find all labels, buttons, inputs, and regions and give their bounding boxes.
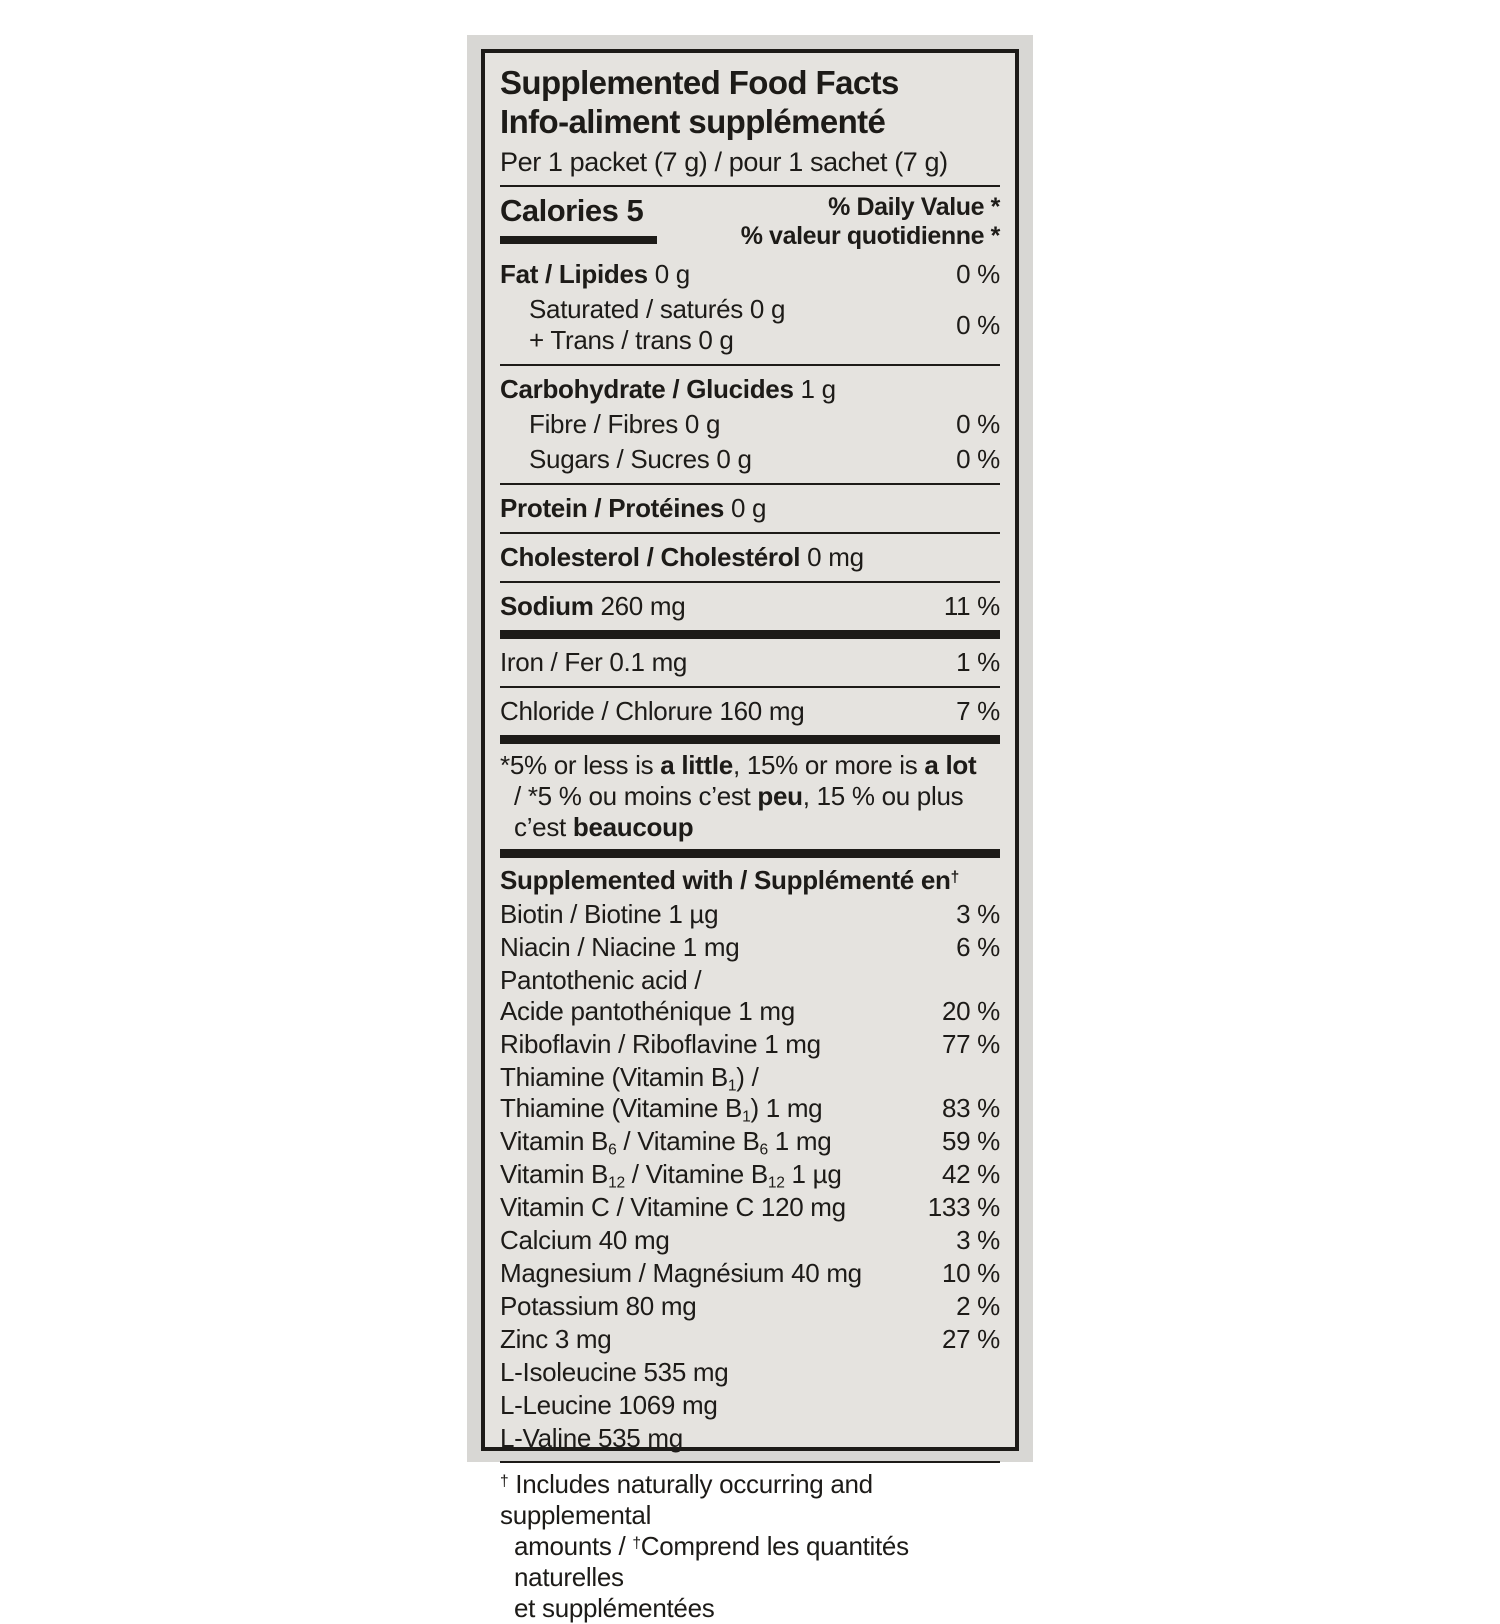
separator-rule: [500, 735, 1000, 744]
nutrient-row: [500, 1257, 1000, 1290]
nutrient-row: [500, 1125, 1000, 1158]
nutrient-row: [500, 1191, 1000, 1224]
nutrient-row: [500, 1028, 1000, 1061]
text-segment: Saturated / saturés 0 g: [529, 294, 786, 324]
text-segment: Chloride / Chlorure 160 mg: [500, 696, 805, 726]
daily-value-footnote: [500, 750, 1000, 843]
text-segment: ) /: [736, 1062, 759, 1092]
nutrient-label: [500, 1192, 920, 1223]
daily-value-percent: 6 %: [956, 932, 1000, 962]
text-line: [500, 899, 948, 930]
nutrient-label: [500, 1390, 1000, 1421]
nutrient-row: [500, 1356, 1000, 1389]
text-segment: Sugars / Sucres 0 g: [529, 444, 752, 474]
nutrient-label: [500, 932, 948, 963]
text-segment: , 15% or more is: [732, 750, 925, 780]
supplements-table: [500, 898, 1000, 1455]
daily-value-percent: 83 %: [941, 1093, 1000, 1123]
text-segment: †: [500, 1472, 509, 1490]
text-line: [500, 1324, 934, 1355]
text-line: [500, 591, 936, 622]
daily-value-percent: 2 %: [956, 1291, 1000, 1321]
nutrient-row: [500, 1158, 1000, 1191]
text-segment: / *5 % ou moins c’est: [514, 781, 758, 811]
daily-value-percent: 59 %: [941, 1126, 1000, 1156]
nutrient-label: [500, 965, 934, 1027]
supplemented-with-header: [500, 864, 1000, 896]
separator-rule: [500, 849, 1000, 858]
nutrient-label: [500, 1357, 1000, 1388]
text-segment: L-Isoleucine 535 mg: [500, 1357, 729, 1387]
daily-value-percent: 3 %: [956, 899, 1000, 929]
text-segment: Thiamine (Vitamin B: [500, 1062, 728, 1092]
nutrient-label: [500, 1291, 948, 1322]
daily-value-percent: 10 %: [941, 1258, 1000, 1288]
nutrient-row: [500, 1422, 1000, 1455]
text-line: [500, 1291, 948, 1322]
panel-title-fr: Info-aliment supplémenté: [500, 103, 886, 140]
nutrient-row: [500, 1389, 1000, 1422]
text-line: [500, 1423, 1000, 1454]
nutrient-row: [500, 1061, 1000, 1125]
separator-rule: [500, 364, 1000, 366]
nutrient-row: [500, 257, 1000, 292]
nutrient-label: [500, 1062, 934, 1124]
core-nutrients-table: [500, 257, 1000, 744]
text-segment: 1 g: [793, 374, 836, 404]
text-segment: a lot: [924, 750, 977, 780]
text-segment: Vitamin B: [500, 1159, 609, 1189]
nutrient-row: [500, 898, 1000, 931]
nutrient-row: [500, 1323, 1000, 1356]
text-segment: 0 mg: [800, 542, 864, 572]
text-segment: Protein / Protéines: [500, 493, 725, 523]
text-segment: †: [632, 1534, 641, 1552]
nutrient-label: [500, 542, 1000, 573]
text-segment: Potassium 80 mg: [500, 1291, 697, 1321]
nutrient-row: [500, 491, 1000, 526]
text-line: [500, 750, 1000, 781]
nutrient-label: [500, 409, 948, 440]
text-segment: †: [950, 868, 960, 886]
text-segment: 1 µg: [784, 1159, 842, 1189]
text-segment: Includes naturally occurring and supplemental: [500, 1469, 873, 1530]
nutrient-row: [500, 964, 1000, 1028]
daily-value-percent: 0 %: [956, 444, 1000, 474]
text-line: [500, 932, 948, 963]
calories-value: Calories 5: [500, 193, 657, 244]
daily-value-header-en: % Daily Value *: [828, 193, 1000, 221]
text-line: [500, 647, 948, 678]
text-line: [500, 1225, 948, 1256]
text-segment: 0 g: [647, 259, 690, 289]
text-line: [500, 1062, 934, 1093]
text-line: [500, 1192, 920, 1223]
label-photo: [467, 35, 1033, 1623]
text-line: [500, 1093, 934, 1124]
nutrient-row: [500, 645, 1000, 680]
nutrient-label: [500, 647, 948, 678]
text-segment: / Vitamine B: [624, 1159, 768, 1189]
text-segment: Acide pantothénique 1 mg: [500, 996, 795, 1026]
text-segment: 1 mg: [767, 1126, 832, 1156]
text-segment: L-Valine 535 mg: [500, 1423, 683, 1453]
text-line: [500, 965, 934, 996]
text-segment: 6: [759, 1141, 768, 1159]
daily-value-percent: 27 %: [941, 1324, 1000, 1354]
text-line: [529, 409, 948, 440]
text-segment: , 15 % ou plus: [802, 781, 964, 811]
separator-rule: [500, 1461, 1000, 1463]
text-segment: 12: [608, 1174, 625, 1192]
dagger-footnote: [500, 1469, 1000, 1624]
text-segment: 6: [608, 1141, 617, 1159]
text-segment: L-Leucine 1069 mg: [500, 1390, 718, 1420]
text-line: [500, 696, 948, 727]
text-segment: 1: [742, 1108, 751, 1126]
supplemented-food-facts-panel: [481, 49, 1019, 1623]
nutrient-label: [500, 696, 948, 727]
nutrient-row: [500, 442, 1000, 477]
text-segment: Iron / Fer 0.1 mg: [500, 647, 688, 677]
text-line: [500, 493, 1000, 524]
text-segment: 0 g: [724, 493, 767, 523]
text-segment: Vitamin B: [500, 1126, 609, 1156]
nutrient-row: [500, 540, 1000, 575]
separator-rule: [500, 185, 1000, 187]
text-line: [529, 325, 948, 356]
daily-value-percent: 42 %: [941, 1159, 1000, 1189]
text-segment: + Trans / trans 0 g: [529, 325, 734, 355]
nutrient-row: [500, 931, 1000, 964]
daily-value-percent: 133 %: [927, 1192, 1000, 1222]
text-segment: a little: [660, 750, 733, 780]
separator-rule: [500, 630, 1000, 639]
separator-rule: [500, 686, 1000, 688]
text-line: [500, 1531, 1000, 1593]
nutrient-label: [500, 1324, 934, 1355]
nutrient-label: [500, 1225, 948, 1256]
text-line: [500, 812, 1000, 843]
text-segment: Thiamine (Vitamine B: [500, 1093, 743, 1123]
nutrient-label: [500, 1159, 934, 1190]
text-segment: Sodium: [500, 591, 594, 621]
text-segment: Zinc 3 mg: [500, 1324, 612, 1354]
text-segment: 1: [727, 1077, 737, 1095]
text-segment: peu: [757, 781, 803, 811]
text-segment: Pantothenic acid /: [500, 965, 702, 995]
separator-rule: [500, 581, 1000, 583]
text-segment: / Vitamine B: [616, 1126, 760, 1156]
nutrient-row: [500, 292, 1000, 358]
nutrient-label: [500, 1423, 1000, 1454]
nutrient-label: [500, 294, 948, 356]
nutrient-row: [500, 1224, 1000, 1257]
text-line: [500, 259, 948, 290]
daily-value-percent: 20 %: [941, 996, 1000, 1026]
text-line: [500, 374, 1000, 405]
text-line: [500, 542, 1000, 573]
nutrient-label: [500, 444, 948, 475]
daily-value-percent: 77 %: [941, 1029, 1000, 1059]
nutrient-label: [500, 1258, 934, 1289]
nutrient-row: [500, 407, 1000, 442]
text-segment: et supplémentées: [514, 1593, 715, 1623]
text-line: [500, 1390, 1000, 1421]
calories-row: [500, 193, 1000, 251]
text-line: [500, 781, 1000, 812]
serving-size-line: Per 1 packet (7 g) / pour 1 sachet (7 g): [500, 147, 948, 177]
text-segment: Comprend les quantités naturelles: [514, 1531, 909, 1592]
text-segment: *5% or less is: [500, 750, 661, 780]
text-segment: beaucoup: [572, 812, 694, 842]
nutrient-label: [500, 374, 1000, 405]
text-segment: Calcium 40 mg: [500, 1225, 670, 1255]
text-line: [529, 444, 948, 475]
daily-value-header: [741, 193, 1000, 251]
nutrient-row: [500, 1290, 1000, 1323]
daily-value-percent: 1 %: [956, 647, 1000, 677]
nutrient-label: [500, 259, 948, 290]
text-line: [500, 1593, 1000, 1624]
nutrient-label: [500, 591, 936, 622]
text-line: [500, 1159, 934, 1190]
text-segment: Carbohydrate / Glucides: [500, 374, 794, 404]
text-segment: Magnesium / Magnésium 40 mg: [500, 1258, 862, 1288]
panel-title-en: Supplemented Food Facts: [500, 64, 899, 101]
separator-rule: [500, 483, 1000, 485]
nutrient-row: [500, 589, 1000, 624]
nutrient-label: [500, 1029, 934, 1060]
nutrient-row: [500, 694, 1000, 729]
daily-value-percent: 7 %: [956, 696, 1000, 726]
text-segment: 12: [767, 1174, 785, 1192]
text-line: [500, 996, 934, 1027]
text-segment: amounts /: [514, 1531, 633, 1561]
daily-value-percent: 0 %: [956, 309, 1000, 340]
text-segment: Biotin / Biotine 1 µg: [500, 899, 719, 929]
text-segment: Supplemented with / Supplémenté en: [500, 865, 951, 895]
daily-value-percent: 11 %: [943, 591, 1000, 621]
nutrient-label: [500, 1126, 934, 1157]
text-segment: c’est: [514, 812, 573, 842]
text-segment: 260 mg: [593, 591, 686, 621]
separator-rule: [500, 532, 1000, 534]
text-line: [500, 1357, 1000, 1388]
daily-value-percent: 3 %: [956, 1225, 1000, 1255]
nutrient-row: [500, 372, 1000, 407]
text-segment: Niacin / Niacine 1 mg: [500, 932, 740, 962]
text-line: [500, 1258, 934, 1289]
text-segment: Fat / Lipides: [500, 259, 648, 289]
nutrient-label: [500, 899, 948, 930]
text-segment: Fibre / Fibres 0 g: [529, 409, 721, 439]
text-segment: ) 1 mg: [750, 1093, 823, 1123]
text-line: [500, 1126, 934, 1157]
text-segment: Cholesterol / Cholestérol: [500, 542, 801, 572]
nutrient-label: [500, 493, 1000, 524]
text-line: [529, 294, 948, 325]
text-line: [500, 1469, 1000, 1531]
text-segment: Riboflavin / Riboflavine 1 mg: [500, 1029, 821, 1059]
daily-value-percent: 0 %: [956, 259, 1000, 289]
text-line: [500, 1029, 934, 1060]
daily-value-percent: 0 %: [956, 409, 1000, 439]
daily-value-header-fr: % valeur quotidienne *: [740, 222, 1000, 250]
text-segment: Vitamin C / Vitamine C 120 mg: [500, 1192, 846, 1222]
